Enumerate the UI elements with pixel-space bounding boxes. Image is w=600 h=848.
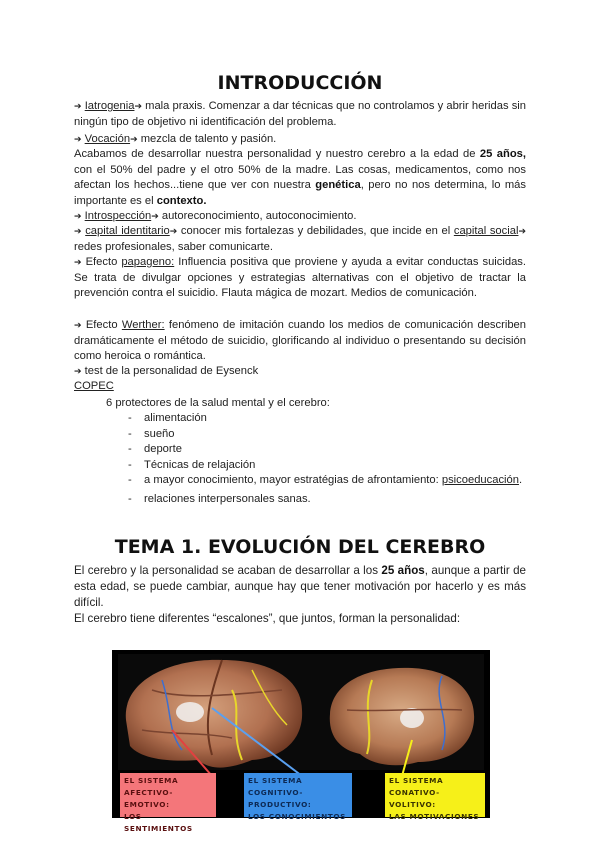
werther-term: Werther:	[121, 319, 165, 331]
arrow-icon: ➔	[74, 101, 82, 111]
vocacion-text: mezcla de talento y pasión.	[140, 133, 277, 145]
copec-label: COPEC	[74, 380, 114, 392]
personality-contexto: contexto.	[156, 194, 207, 207]
papageno-text: Influencia positiva que proviene y ayuda a evitar conductas suicidas. Se trata de divulgar opciones y estrategias alternativas con el objetivo de tractar la prevención contra el suicidio. Flauta mágica de mozart. Medios de comunicación.	[74, 256, 527, 300]
personality-text-c: con el 50% del padre y el otro 50% de la madre. Las cosas, medicamentos, como nos afectan los hechos...tiene que ver con nuestra	[74, 163, 526, 192]
list-item: - alimentación	[128, 412, 207, 424]
tema1-text-c: , aunque a partir de esta edad, se puede cambiar, aunque hay que tener motivación por hacerlo y es más difícil.	[74, 564, 526, 609]
werther-pre: Efecto	[85, 319, 122, 331]
arrow-icon: ➔	[74, 211, 82, 221]
werther-text: fenómeno de imitación cuando los medios de comunicación describen dramáticamente el método de suicidio, glorificando al individuo o presentando su decisión como heroica o romántica.	[74, 319, 526, 363]
personality-text-e: , pero no nos determina, lo más importante es el	[74, 179, 526, 207]
papageno-paragraph	[74, 255, 526, 302]
list-item: - deporte	[128, 443, 182, 456]
tema1-age: 25 años	[381, 564, 425, 577]
brain-left-shape	[126, 660, 302, 768]
tema1-text-a: El cerebro y la personalidad se acaban de desarrollar a los	[74, 564, 382, 577]
personality-age: 25 años,	[479, 148, 526, 160]
capital-identitario-term: capital identitario	[85, 225, 170, 237]
capital-paragraph	[74, 224, 526, 255]
arrow-icon: ➔	[74, 257, 82, 267]
eysenck-text: test de la personalidad de Eysenck	[84, 365, 259, 377]
introspeccion-term: Introspección	[84, 210, 152, 222]
arrow-icon: ➔	[518, 226, 526, 236]
vocacion-line	[74, 132, 276, 147]
arrow-icon: ➔	[134, 101, 142, 111]
papageno-term: papageno:	[121, 256, 175, 268]
capital-text-b: redes profesionales, saber comunicarte.	[74, 240, 273, 253]
introspeccion-line	[74, 209, 357, 224]
psicoeducacion-term: psicoeducación	[441, 474, 519, 487]
list-item: - sueño	[128, 427, 175, 440]
capital-text-a: conocer mis fortalezas y debilidades, que incide en el	[180, 225, 454, 237]
personality-text-a: Acabamos de desarrollar nuestra personalidad y nuestro cerebro a la edad de	[74, 148, 480, 160]
arrow-icon: ➔	[169, 226, 178, 236]
tema1-title: TEMA 1. EVOLUCIÓN DEL CEREBRO	[114, 536, 486, 558]
arrow-icon: ➔	[74, 320, 82, 330]
sistema-conativo-box: EL SISTEMA CONATIVO-VOLITIVO: LAS MOTIVACIONES	[385, 773, 485, 817]
tema1-paragraph-2: El cerebro tiene diferentes “escalones”, que juntos, forman la personalidad:	[74, 612, 461, 625]
iatrogenia-term: Iatrogenia	[84, 100, 135, 112]
iatrogenia-paragraph	[74, 99, 526, 130]
arrow-icon: ➔	[130, 134, 138, 144]
arrow-icon: ➔	[74, 366, 82, 376]
list-item: - a mayor conocimiento, mayor estratégias de afrontamiento: psicoeducación.	[128, 474, 523, 487]
capital-social-term: capital social	[453, 225, 519, 237]
vocacion-term: Vocación	[84, 133, 131, 145]
iatrogenia-text: mala praxis. Comenzar a dar técnicas que no controlamos y abrir heridas sin ningún tipo de objetivo ni identificación del problema.	[74, 100, 526, 128]
sistema-afectivo-box: EL SISTEMA AFECTIVO-EMOTIVO: LOS SENTIMIENTOS	[120, 773, 216, 817]
personality-genetica: genética	[315, 179, 361, 192]
tema1-paragraph-1	[74, 563, 526, 611]
arrow-icon: ➔	[74, 134, 82, 144]
eysenck-line	[74, 364, 258, 379]
arrow-icon: ➔	[151, 211, 159, 221]
arrow-icon: ➔	[74, 226, 82, 236]
list-item: - Técnicas de relajación	[128, 458, 256, 471]
sistema-cognitivo-box: EL SISTEMA COGNITIVO-PRODUCTIVO: LOS CONOCIMIENTOS	[244, 773, 352, 817]
protectores-title: 6 protectores de la salud mental y el cerebro:	[106, 397, 330, 409]
personality-paragraph	[74, 147, 526, 209]
papageno-pre: Efecto	[85, 256, 122, 268]
intro-title: INTRODUCCIÓN	[217, 72, 383, 94]
list-item: - relaciones interpersonales sanas.	[128, 492, 311, 505]
werther-paragraph	[74, 318, 526, 365]
introspeccion-text: autoreconocimiento, autoconocimiento.	[161, 210, 357, 222]
protectores-list	[128, 411, 542, 508]
